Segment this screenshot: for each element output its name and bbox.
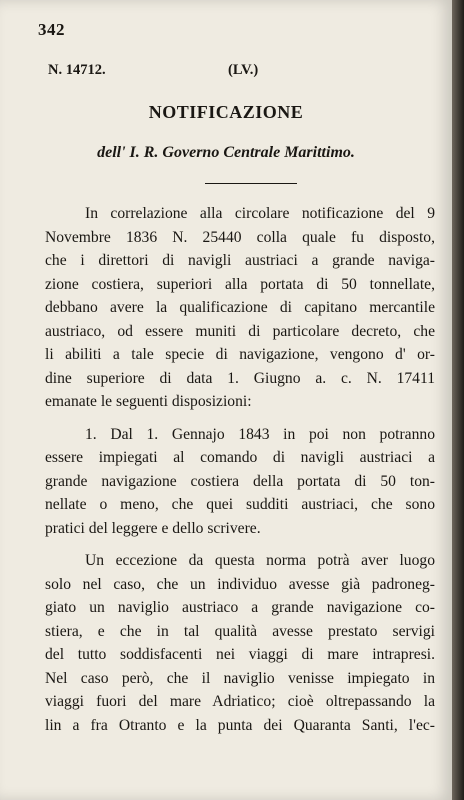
text-line: 1. Dal 1. Gennajo 1843 in poi non potranno [85,425,435,443]
text-line: grande navigazione costiera della portata di 50 ton- [45,472,435,490]
text-line: austriaco, od essere muniti di particolare decreto, che [45,322,435,340]
paragraph-article-1 [45,423,435,541]
text-line: viaggi fuori del mare Adriatico; cioè oltrepassando la [45,693,435,710]
document-number: N. 14712. [48,62,106,78]
text-line: zione costiera, superiori alla portata di 50 tonnellate, [45,275,435,293]
page-number: 342 [38,20,65,39]
section-number: (LV.) [228,62,259,78]
text-line: essere impiegati al comando di navigli austriaci a [45,449,435,466]
title-divider [205,183,297,184]
text-line: dine superiore di data 1. Giugno a. c. N. 17411 [45,369,435,387]
text-line: nellate o meno, che quei sudditi austriaci, che sono [45,496,435,513]
text-line: giato un naviglio austriaco a grande navigazione co- [45,599,435,616]
document-subtitle: dell' I. R. Governo Centrale Marittimo. [97,144,355,161]
text-line: In correlazione alla circolare notificazione del 9 [85,205,435,222]
text-line: pratici del leggere e dello scrivere. [45,519,261,537]
document-body [45,202,435,737]
text-line: che i direttori di navigli austriaci a grande naviga- [45,252,435,269]
text-line: Novembre 1836 N. 25440 colla quale fu disposto, [45,228,435,246]
text-line: li abiliti a tale specie di navigazione, vengono d' or- [45,346,435,363]
text-line: stiera, e che in tal qualità avesse prestato servigi [45,622,435,640]
text-line: debbano avere la qualificazione di capitano mercantile [45,299,435,316]
text-line: Nel caso però, che il naviglio venisse impiegato in [45,669,435,687]
text-line: lin a fra Otranto e la punta dei Quaranta Santi, l'ec- [45,716,435,734]
document-title: NOTIFICAZIONE [148,102,304,122]
text-line: solo nel caso, che un individuo avesse già padroneg- [45,575,435,593]
book-spine-edge [452,0,464,800]
text-line: del tutto soddisfacenti nei viaggi di mare intrapresi. [45,646,435,663]
text-line: emanate le seguenti disposizioni: [45,393,252,410]
paragraph-exception [45,549,435,737]
text-line: Un eccezione da questa norma potrà aver luogo [85,552,435,569]
paragraph-intro [45,202,435,414]
